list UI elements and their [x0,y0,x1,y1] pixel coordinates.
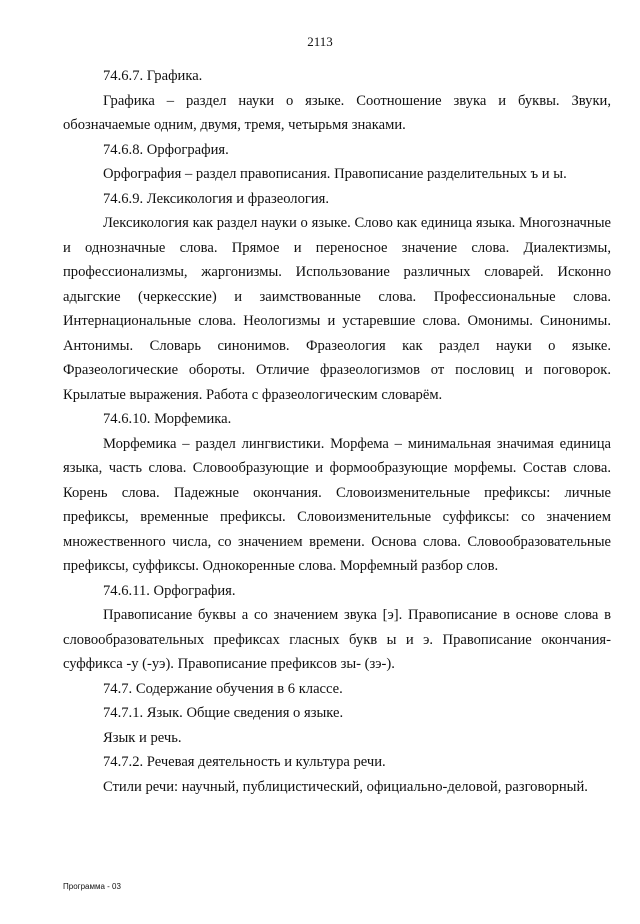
paragraph-speech-styles: Стили речи: научный, публицистический, официально-деловой, разговорный. [103,778,588,795]
paragraph-orthography: Орфография – раздел правописания. Правописание разделительных ъ и ы. [103,166,567,182]
page-footer: Программа - 03 [63,882,121,891]
paragraph-language-speech: Язык и речь. [103,729,182,746]
section-heading-speech-activity: 74.7.2. Речевая деятельность и культура речи. [103,754,386,770]
section-heading-grade-6: 74.7. Содержание обучения в 6 классе. [103,680,343,697]
paragraph-morphemics: Морфемика – раздел лингвистики. Морфема – минимальная значимая единица языка, часть слова. Словообразующие и формообразующие морфемы. Состав слова. Корень слова. Падежные окончания. Словоизменительные префиксы: личные префиксы, временные префиксы. Словоизменительные суффиксы: со значением множественного числа, со значением времени. Основа слова. Словообразовательные префиксы, суффиксы. Однокоренные слова. Морфемный разбор слов. [63,435,611,574]
page-number: 2113 [307,34,333,49]
section-heading-orthography: 74.6.8. Орфография. [103,141,229,158]
section-heading-language: 74.7.1. Язык. Общие сведения о языке. [103,705,344,721]
section-heading-morphemics: 74.6.10. Морфемика. [103,411,232,427]
section-heading-lexicology: 74.6.9. Лексикология и фразеология. [103,190,330,207]
document-body [63,64,611,799]
section-heading-orthography-2: 74.6.11. Орфография. [103,582,236,599]
paragraph-lexicology: Лексикология как раздел науки о языке. Слово как единица языка. Многозначные и однозначные слова. Прямое и переносное значение слова. Диалектизмы, профессионализмы, жаргонизмы. Использование различных словарей. Исконно адыгские (черкесские) и заимствованные слова. Профессиональные слова. Интернациональные слова. Неологизмы и устаревшие слова. Омонимы. Синонимы. Антонимы. Словарь синонимов. Фразеология как раздел науки о языке. Фразеологические обороты. Отличие фразеологизмов от пословиц и поговорок. Крылатые выражения. Работа с фразеологическим словарём. [63,215,611,403]
paragraph-graphics: Графика – раздел науки о языке. Соотношение звука и буквы. Звуки, обозначаемые одним, двумя, тремя, четырьмя знаками. [63,92,611,133]
section-heading-graphics: 74.6.7. Графика. [103,68,203,84]
paragraph-orthography-2: Правописание буквы а со значением звука [э]. Правописание в основе слова в словообразовательных префиксах гласных букв ы и э. Правописание окончания-суффикса -у (-уэ). Правописание префиксов зы- (зэ-). [63,607,611,672]
